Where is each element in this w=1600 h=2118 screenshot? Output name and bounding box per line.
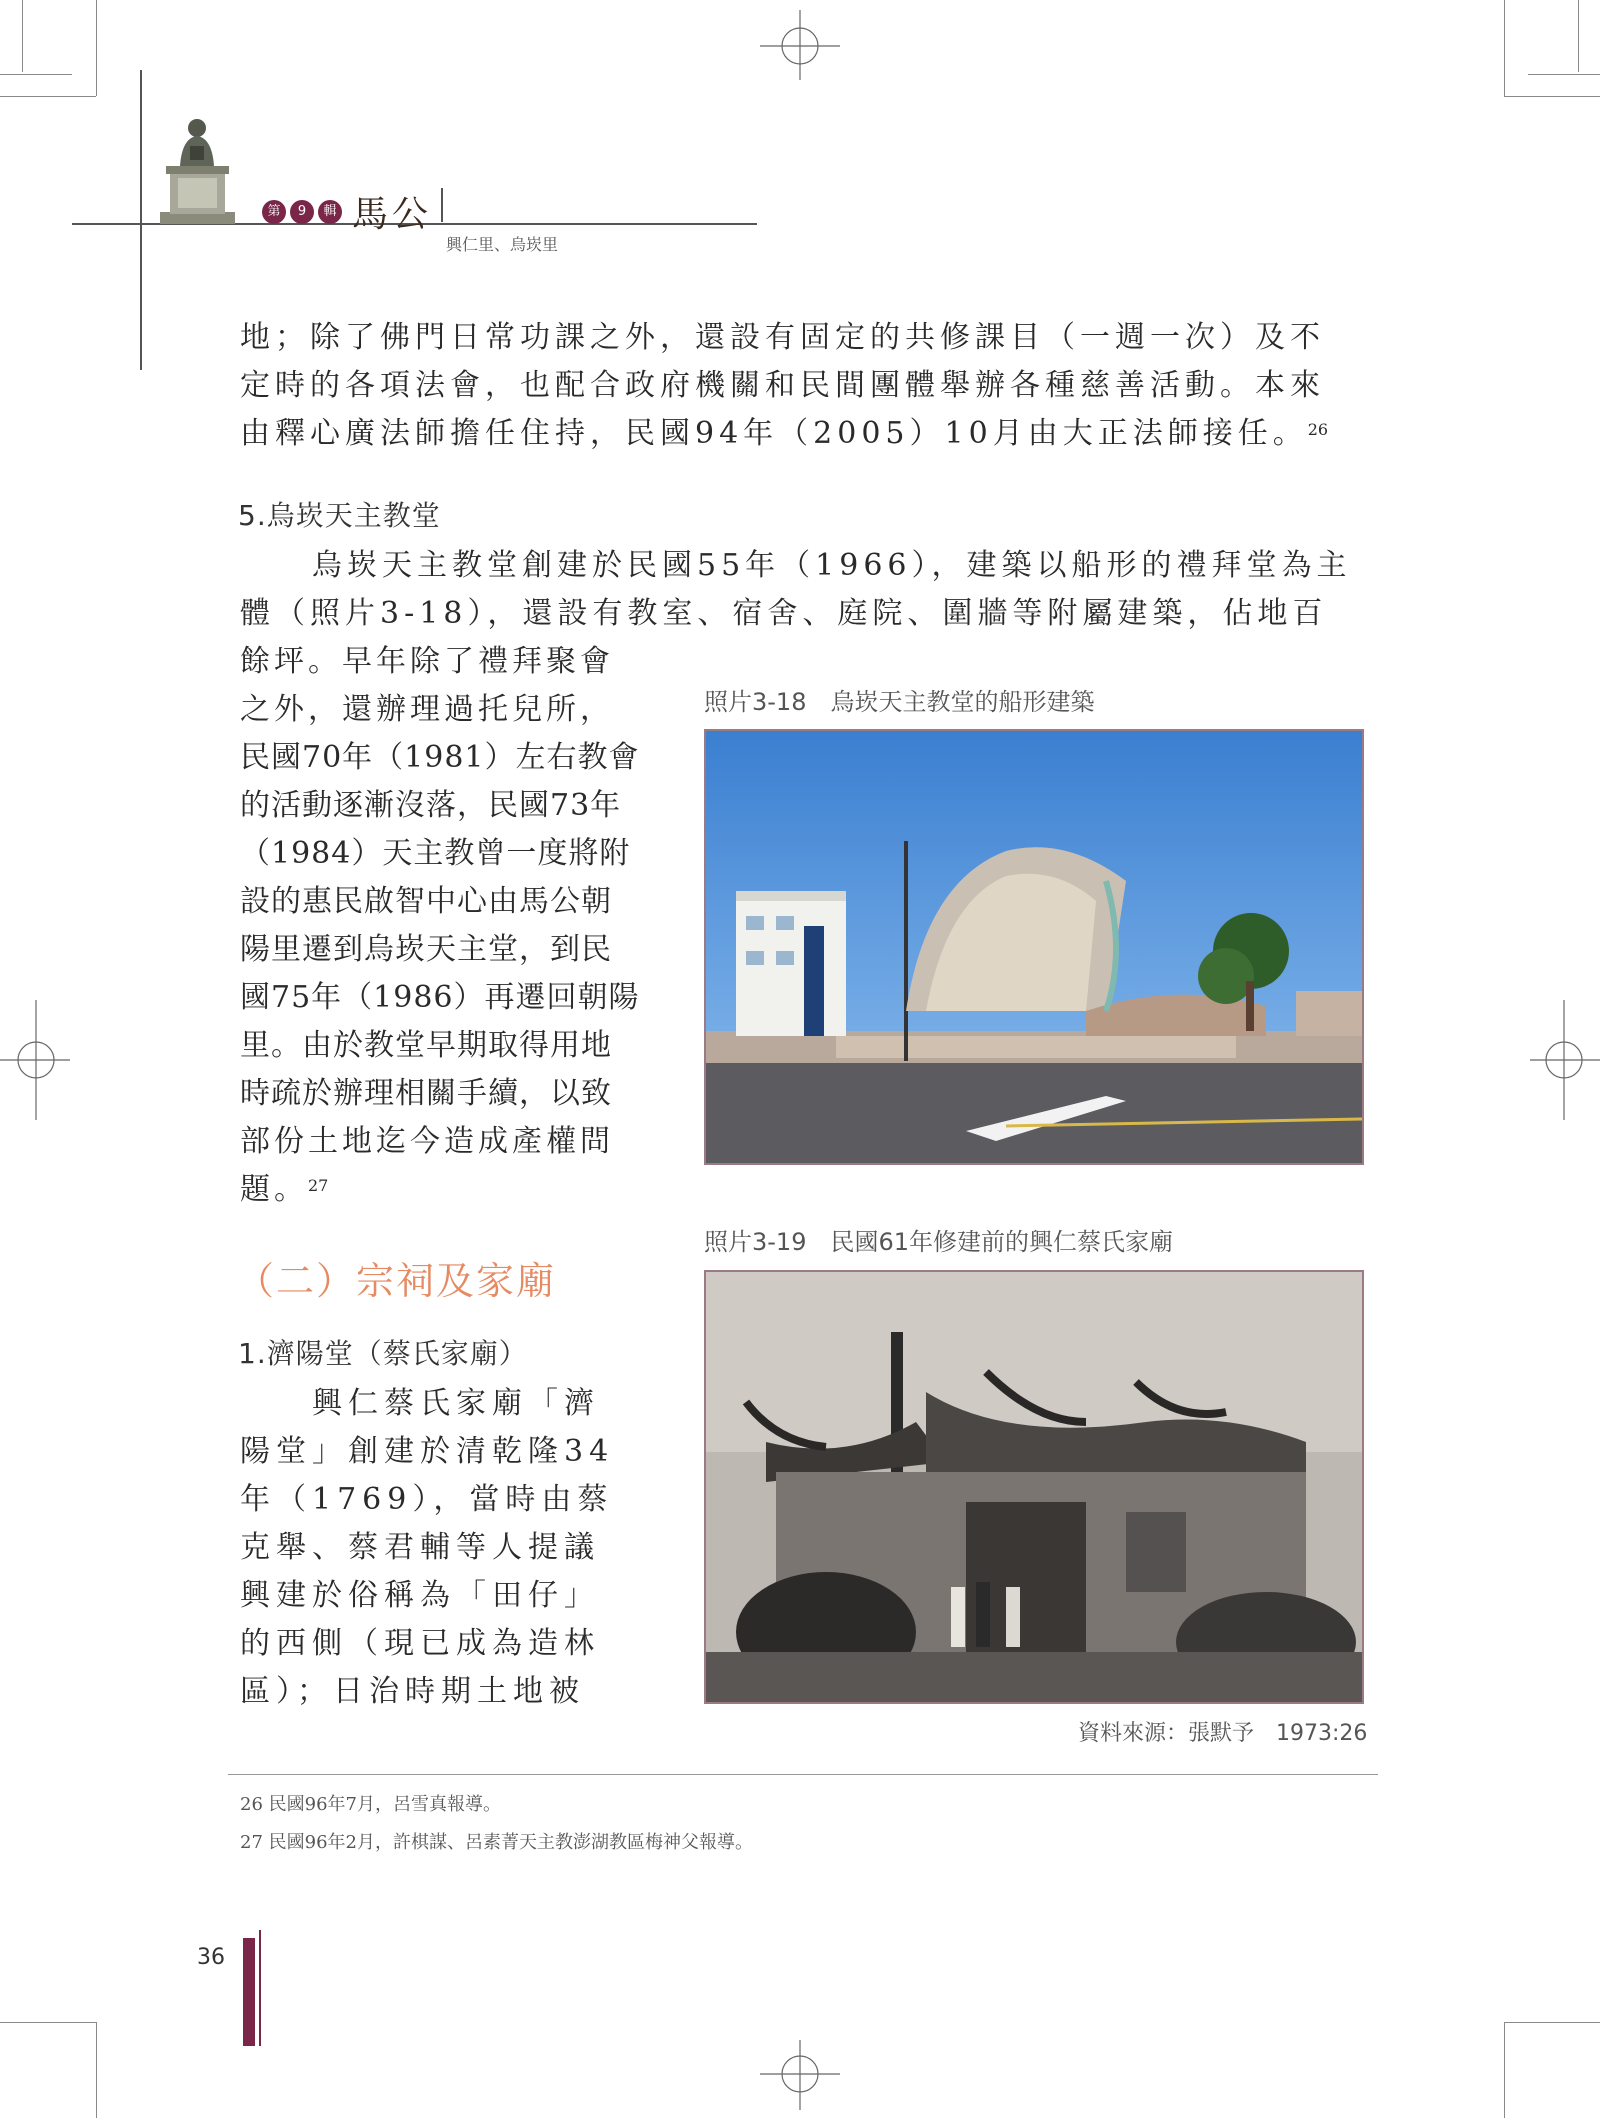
text-line: 的活動逐漸沒落，民國73年 bbox=[240, 788, 622, 823]
header-vertical-rule bbox=[140, 70, 142, 370]
page-bar-line bbox=[259, 1930, 261, 2046]
text-line: 興建於俗稱為「田仔」 bbox=[240, 1578, 600, 1613]
title-bar bbox=[441, 188, 443, 222]
crop-mark bbox=[96, 2022, 97, 2118]
text-line: 里。由於教堂早期取得用地 bbox=[240, 1028, 612, 1063]
text-line: 時疏於辦理相關手續，以致 bbox=[240, 1076, 612, 1111]
text-line: 設的惠民啟智中心由馬公朝 bbox=[240, 884, 612, 919]
crop-mark bbox=[1504, 2022, 1505, 2118]
crop-mark bbox=[1578, 0, 1579, 72]
photo-3-18-caption: 照片3-18 烏崁天主教堂的船形建築 bbox=[704, 688, 1095, 716]
crop-mark bbox=[1528, 74, 1600, 75]
text-line: 的西側（現已成為造林 bbox=[240, 1626, 600, 1661]
text-line: 之外，還辦理過托兒所， bbox=[240, 692, 614, 727]
footnote-ref: 27 bbox=[308, 1176, 329, 1195]
text-line bbox=[240, 410, 1370, 458]
text-line: 部份土地迄今造成產權問 bbox=[240, 1124, 614, 1159]
text-line: （1984）天主教曾一度將附 bbox=[240, 836, 631, 871]
volume-badge bbox=[262, 200, 342, 222]
text-line bbox=[240, 1166, 680, 1214]
crop-mark bbox=[22, 0, 23, 72]
book-subtitle: 興仁里、烏崁里 bbox=[446, 235, 559, 254]
footnote-26: 26 民國96年7月，呂雪真報導。 bbox=[240, 1794, 501, 1815]
crop-mark bbox=[0, 74, 72, 75]
text-line: 餘坪。早年除了禮拜聚會 bbox=[240, 644, 614, 679]
text-line: 烏崁天主教堂創建於民國55年（1966），建築以船形的禮拜堂為主 bbox=[312, 548, 1352, 583]
photo-3-19-temple bbox=[704, 1270, 1364, 1704]
church-photo-illustration bbox=[706, 731, 1362, 1163]
registration-mark-bottom bbox=[760, 2040, 840, 2110]
text-line: 陽堂」創建於清乾隆34 bbox=[240, 1434, 615, 1469]
page-bar bbox=[243, 1938, 255, 2046]
church-paragraph-left bbox=[240, 638, 680, 1214]
temple-paragraph-left bbox=[240, 1380, 640, 1716]
text-line: 體（照片3-18），還設有教室、宿舍、庭院、圍牆等附屬建築，佔地百 bbox=[240, 596, 1328, 631]
statue-logo bbox=[150, 108, 245, 224]
text-line: 區）；日治時期土地被 bbox=[240, 1674, 585, 1709]
section-heading: （二）宗祠及家廟 bbox=[236, 1259, 557, 1303]
text-line: 興仁蔡氏家廟「濟 bbox=[312, 1386, 600, 1421]
registration-mark-left bbox=[0, 1000, 70, 1120]
registration-mark-top bbox=[760, 10, 840, 80]
registration-mark-right bbox=[1530, 1000, 1600, 1120]
temple-heading: 1.濟陽堂（蔡氏家廟） bbox=[238, 1337, 528, 1370]
crop-mark bbox=[1504, 2022, 1600, 2023]
text-line: 克舉、蔡君輔等人提議 bbox=[240, 1530, 600, 1565]
footnote-rule bbox=[228, 1774, 1378, 1775]
temple-photo-illustration bbox=[706, 1272, 1362, 1702]
crop-mark bbox=[0, 2022, 96, 2023]
volume-badge-num: 9 bbox=[290, 200, 314, 224]
volume-badge-char: 輯 bbox=[318, 200, 342, 224]
text-line-content: 題。 bbox=[240, 1172, 308, 1207]
text-line: 陽里遷到烏崁天主堂，到民 bbox=[240, 932, 612, 967]
text-line: 地；除了佛門日常功課之外，還設有固定的共修課目（一週一次）及不 bbox=[240, 320, 1325, 355]
church-heading: 5.烏崁天主教堂 bbox=[238, 499, 441, 532]
text-line-content: 由釋心廣法師擔任住持，民國94年（2005）10月由大正法師接任。 bbox=[240, 416, 1308, 451]
text-line: 國75年（1986）再遷回朝陽 bbox=[240, 980, 640, 1015]
intro-paragraph bbox=[240, 314, 1370, 458]
footnote-27: 27 民國96年2月，許棋謀、呂素菁天主教澎湖教區梅神父報導。 bbox=[240, 1832, 753, 1853]
text-line: 定時的各項法會，也配合政府機關和民間團體舉辦各種慈善活動。本來 bbox=[240, 368, 1325, 403]
text-line: 民國70年（1981）左右教會 bbox=[240, 740, 640, 775]
page-number: 36 bbox=[197, 1945, 225, 1970]
footnote-ref: 26 bbox=[1307, 420, 1329, 439]
crop-mark bbox=[1504, 96, 1600, 97]
church-paragraph-top bbox=[240, 542, 1370, 638]
photo-3-19-source: 資料來源：張默予 1973:26 bbox=[1078, 1721, 1368, 1746]
photo-3-19-caption: 照片3-19 民國61年修建前的興仁蔡氏家廟 bbox=[704, 1228, 1174, 1256]
photo-3-18-church bbox=[704, 729, 1364, 1165]
crop-mark bbox=[1504, 0, 1505, 96]
crop-mark bbox=[96, 0, 97, 96]
text-line: 年（1769），當時由蔡 bbox=[240, 1482, 614, 1517]
volume-badge-char: 第 bbox=[262, 200, 286, 224]
book-title: 馬公 bbox=[352, 194, 433, 235]
crop-mark bbox=[0, 96, 96, 97]
